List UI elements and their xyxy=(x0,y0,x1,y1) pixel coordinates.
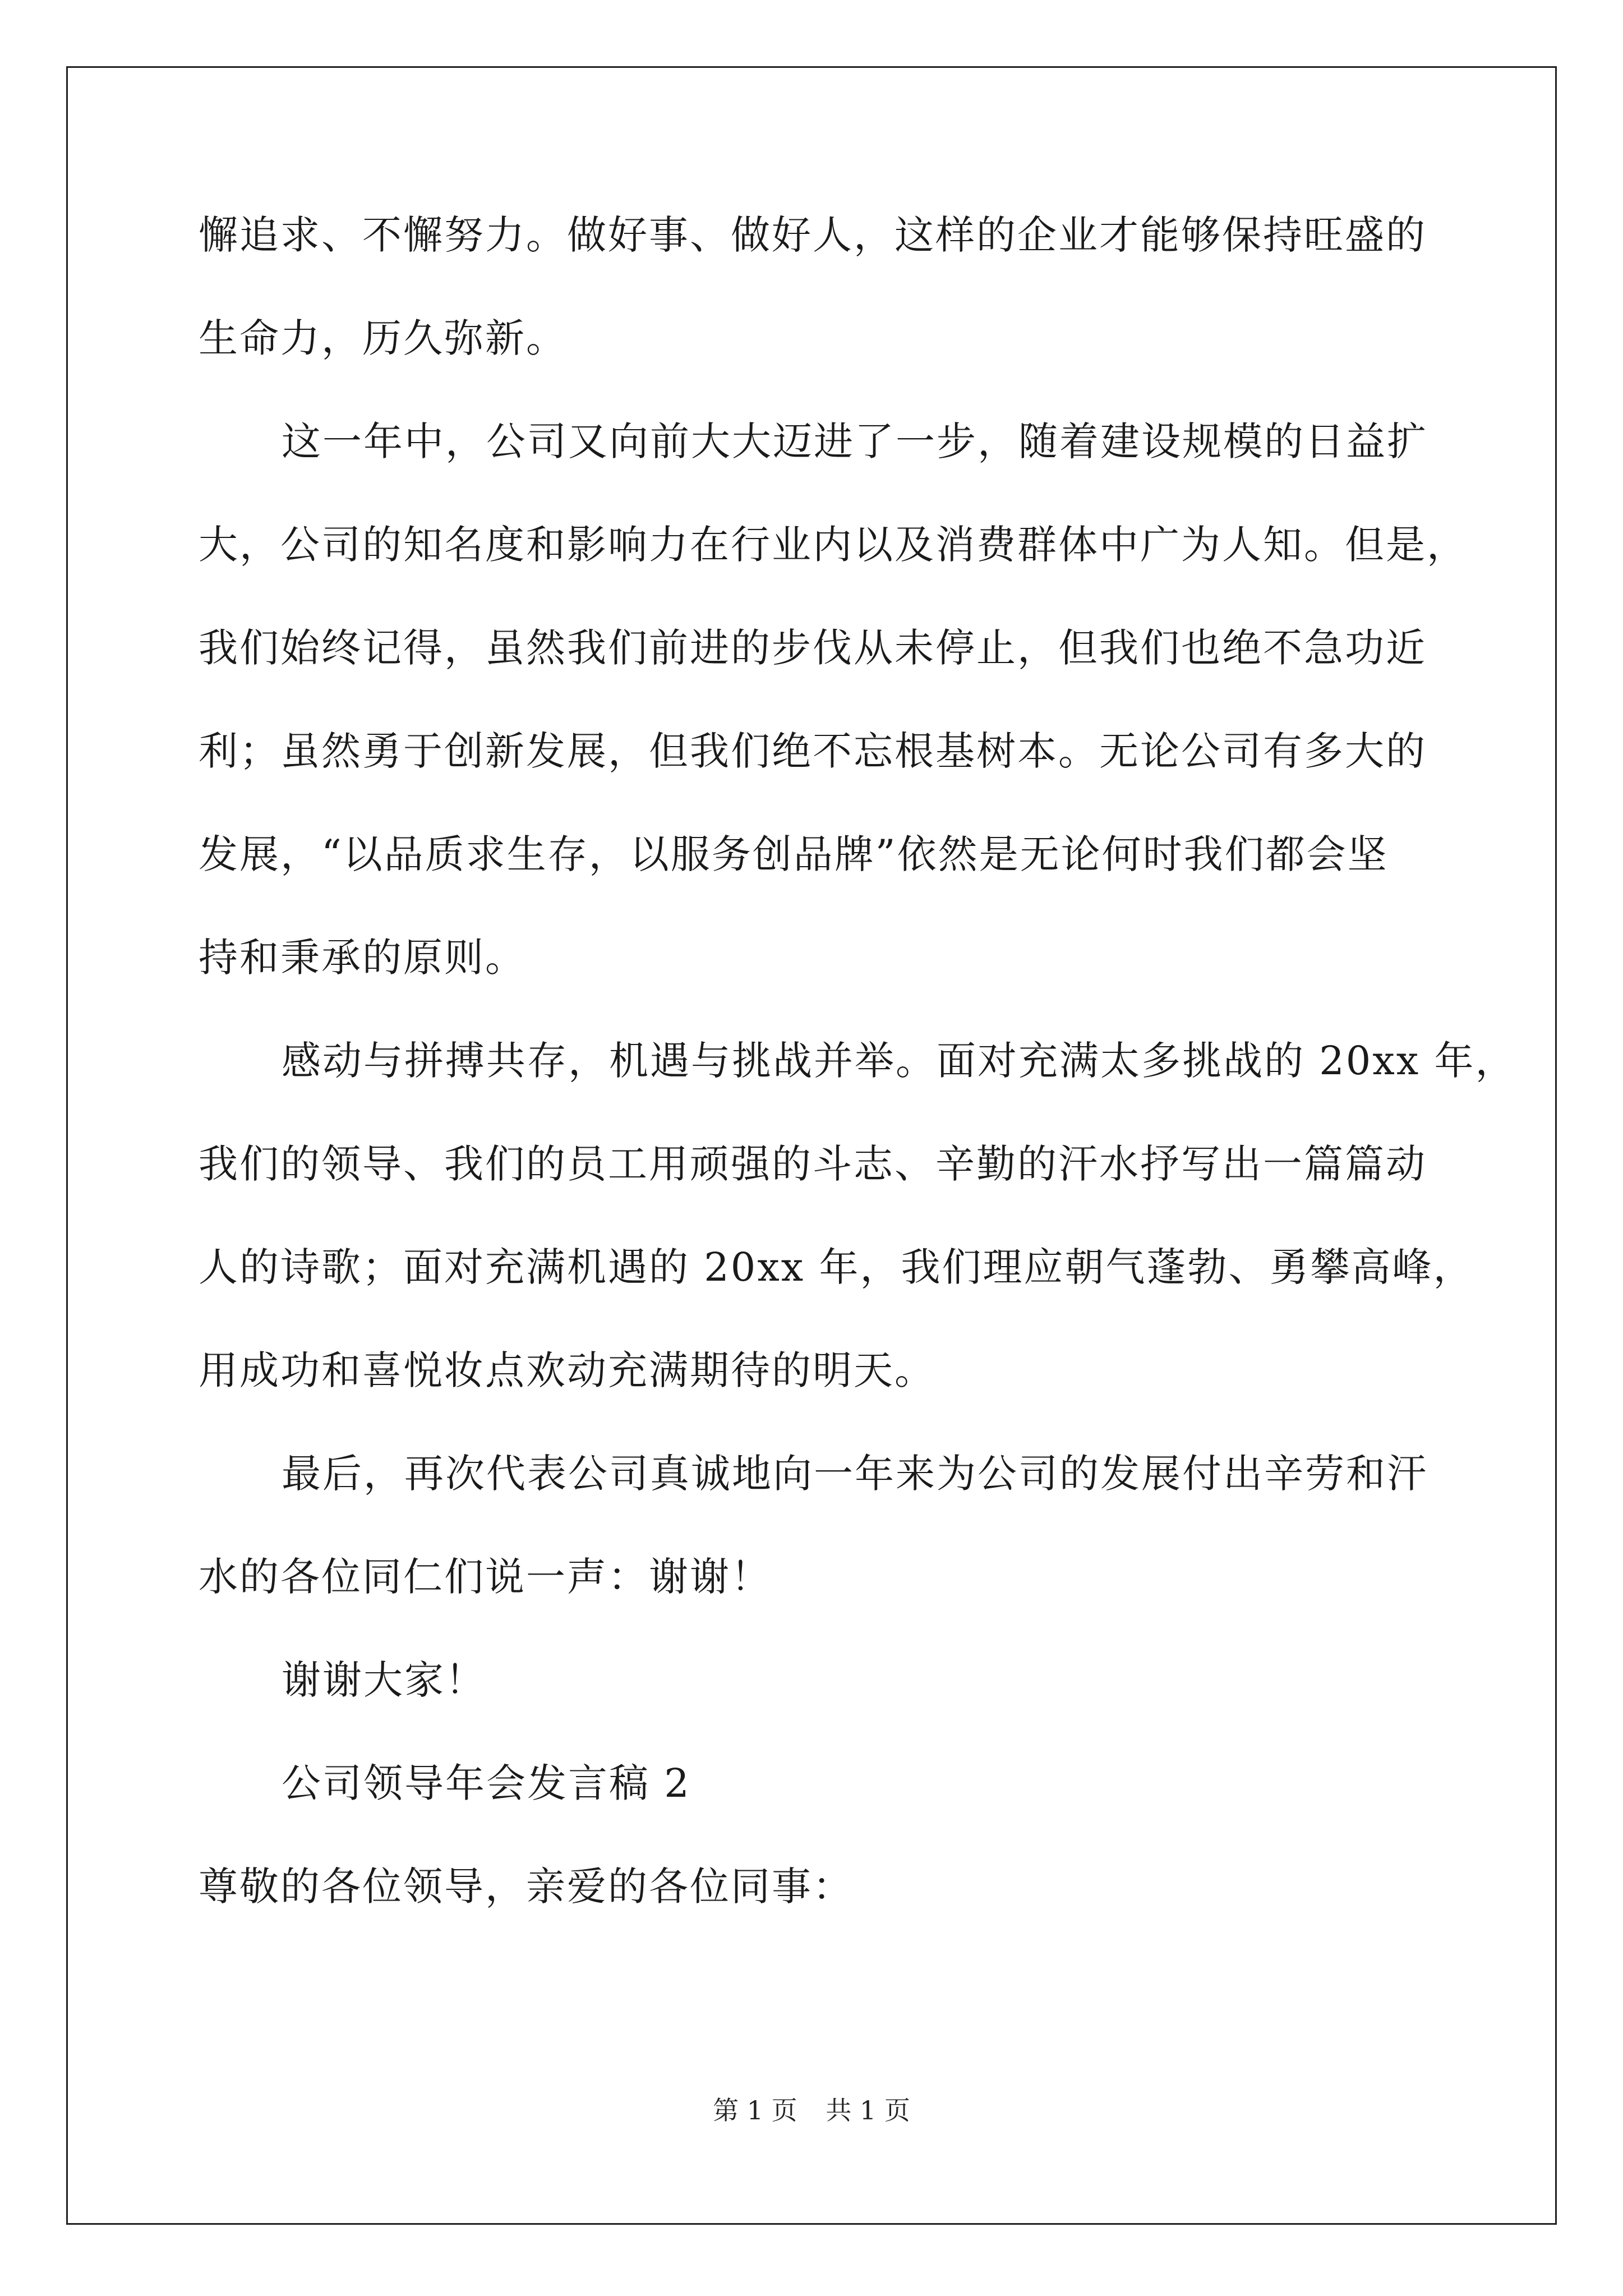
paragraph-line: 用成功和喜悦妆点欢动充满期待的明天。 xyxy=(199,1347,935,1393)
paragraph-line: 我们的领导、我们的员工用顽强的斗志、辛勤的汗水抒写出一篇篇动 xyxy=(199,1141,1427,1187)
paragraph-line: 大，公司的知名度和影响力在行业内以及消费群体中广为人知。但是， xyxy=(199,522,1468,568)
page-footer xyxy=(0,2090,1623,2127)
paragraph-line: 水的各位同仁们说一声：谢谢！ xyxy=(199,1554,772,1600)
page-number: 第 1 页 xyxy=(713,2095,797,2125)
paragraph-line: 人的诗歌；面对充满机遇的 20xx 年，我们理应朝气蓬勃、勇攀高峰， xyxy=(199,1244,1474,1290)
paragraph-line: 利；虽然勇于创新发展，但我们绝不忘根基树本。无论公司有多大的 xyxy=(199,728,1427,774)
paragraph-line: 发展，“以品质求生存，以服务创品牌”依然是无论何时我们都会坚 xyxy=(199,831,1389,877)
salutation: 尊敬的各位领导，亲爱的各位同事： xyxy=(199,1864,854,1910)
section-heading: 公司领导年会发言稿 2 xyxy=(282,1760,691,1806)
paragraph-line: 最后，再次代表公司真诚地向一年来为公司的发展付出辛劳和汗 xyxy=(282,1451,1428,1497)
page-total: 共 1 页 xyxy=(826,2095,910,2125)
paragraph-line: 感动与拼搏共存，机遇与挑战并举。面对充满太多挑战的 20xx 年， xyxy=(282,1038,1516,1084)
paragraph-line: 我们始终记得，虽然我们前进的步伐从未停止，但我们也绝不急功近 xyxy=(199,625,1427,671)
closing-thanks: 谢谢大家！ xyxy=(282,1657,486,1703)
paragraph-line: 懈追求、不懈努力。做好事、做好人，这样的企业才能够保持旺盛的 xyxy=(199,212,1427,258)
paragraph-line: 这一年中，公司又向前大大迈进了一步，随着建设规模的日益扩 xyxy=(282,418,1428,464)
document-body xyxy=(199,212,1516,1923)
paragraph-line: 生命力，历久弥新。 xyxy=(199,315,567,361)
paragraph-line: 持和秉承的原则。 xyxy=(199,935,526,981)
